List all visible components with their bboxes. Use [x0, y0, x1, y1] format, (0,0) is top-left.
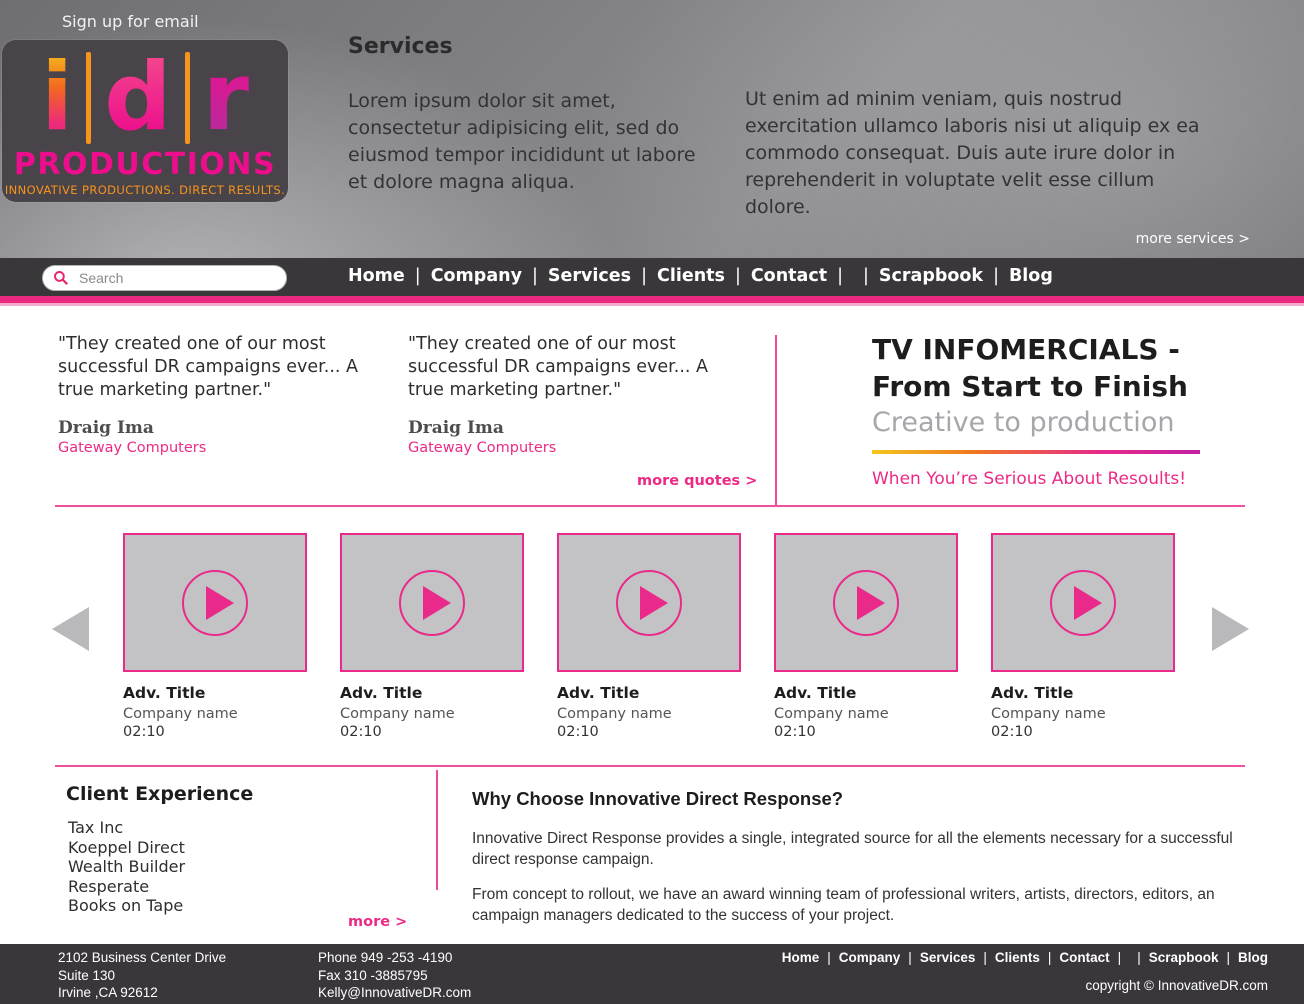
promo-subtitle: Creative to production: [872, 407, 1175, 438]
promo-block: [872, 331, 1204, 489]
video-thumbnail[interactable]: [991, 533, 1175, 672]
video-duration: 02:10: [991, 724, 1033, 740]
video-company: Company name: [991, 706, 1106, 722]
quote-company-link[interactable]: Gateway Computers: [408, 440, 557, 456]
video-title: Adv. Title: [557, 684, 640, 702]
section-divider-horizontal: [55, 505, 1245, 507]
video-duration: 02:10: [340, 724, 382, 740]
video-duration: 02:10: [557, 724, 599, 740]
client-list-item: Books on Tape: [68, 896, 184, 915]
search-box[interactable]: [42, 265, 287, 291]
footer-phone: Phone 949 -253 -4190: [318, 950, 453, 965]
logo-letters: [2, 43, 288, 152]
nav-links: [348, 266, 1053, 286]
more-quotes-link[interactable]: more quotes >: [637, 473, 758, 489]
logo-letter-i: i: [41, 43, 74, 152]
video-title: Adv. Title: [991, 684, 1074, 702]
footer-nav-item-services[interactable]: Services: [919, 950, 976, 965]
footer-nav-item-blog[interactable]: Blog: [1238, 950, 1268, 965]
promo-title-line2: From Start to Finish: [872, 370, 1188, 403]
nav-item-scrapbook[interactable]: Scrapbook: [878, 266, 984, 286]
video-duration: 02:10: [774, 724, 816, 740]
header: [0, 0, 1304, 258]
nav-separator: |: [908, 950, 912, 965]
video-duration: 02:10: [123, 724, 165, 740]
video-company: Company name: [123, 706, 238, 722]
why-choose-paragraph-2: From concept to rollout, we have an award winning team of professional writers, artists, directors, editors, an campaign managers dedicated to the success of your project.: [472, 886, 1215, 924]
services-heading: Services: [348, 34, 453, 59]
video-card[interactable]: [123, 533, 307, 740]
play-icon[interactable]: [399, 570, 465, 636]
client-list-item: Resperate: [68, 876, 150, 896]
logo[interactable]: [2, 40, 288, 202]
video-thumbnail[interactable]: [123, 533, 307, 672]
play-icon[interactable]: [1050, 570, 1116, 636]
quotes-divider-vertical: [775, 335, 777, 507]
nav-separator: |: [863, 266, 869, 286]
quote-text: "They created one of our most successful DR campaigns ever... A true marketing partner.": [58, 334, 358, 400]
address-line: Irvine ,CA 92612: [58, 985, 158, 1000]
nav-item-services[interactable]: Services: [547, 266, 632, 286]
nav-separator: |: [983, 950, 987, 965]
services-paragraph-1: Lorem ipsum dolor sit amet, consectetur adipisicing elit, sed do eiusmod tempor incididunt ut labore et dolore magna aliqua.: [348, 90, 696, 193]
video-carousel: [123, 533, 1175, 740]
nav-separator: |: [827, 950, 831, 965]
quote-author: Draig Ima: [58, 418, 154, 438]
signup-email-link[interactable]: Sign up for email: [62, 12, 199, 31]
quote-text: "They created one of our most successful DR campaigns ever... A true marketing partner.": [408, 334, 708, 400]
video-card[interactable]: [557, 533, 741, 740]
video-title: Adv. Title: [774, 684, 857, 702]
section-divider-horizontal: [55, 765, 1245, 767]
nav-item-home[interactable]: Home: [348, 266, 405, 286]
logo-divider-bar: [86, 52, 91, 144]
video-title: Adv. Title: [340, 684, 423, 702]
quote-company-link[interactable]: Gateway Computers: [58, 440, 207, 456]
video-title: Adv. Title: [123, 684, 206, 702]
nav-separator: |: [1117, 950, 1122, 965]
nav-separator: |: [993, 266, 999, 286]
footer-copyright: copyright © InnovativeDR.com: [1085, 978, 1268, 993]
play-icon[interactable]: [616, 570, 682, 636]
logo-name: PRODUCTIONS: [13, 147, 277, 182]
video-card[interactable]: [340, 533, 524, 740]
nav-separator: |: [641, 266, 647, 286]
promo-tagline: When You’re Serious About Resoults!: [872, 469, 1187, 489]
footer-nav-item-contact[interactable]: Contact: [1059, 950, 1110, 965]
footer-fax: Fax 310 -3885795: [318, 967, 428, 983]
play-icon[interactable]: [182, 570, 248, 636]
video-thumbnail[interactable]: [340, 533, 524, 672]
more-services-link[interactable]: more services >: [1135, 231, 1250, 247]
video-company: Company name: [557, 706, 672, 722]
footer-nav-item-clients[interactable]: Clients: [994, 950, 1040, 965]
lower-divider-vertical: [436, 770, 438, 890]
client-list-item: Koeppel Direct: [68, 837, 185, 857]
footer-address: [58, 949, 226, 1002]
carousel-prev-button[interactable]: [52, 607, 89, 651]
client-list: [68, 818, 185, 916]
footer-email-link[interactable]: Kelly@InnovativeDR.com: [318, 985, 472, 1000]
nav-separator: |: [1137, 950, 1141, 965]
gradient-rule: [872, 450, 1200, 454]
footer-contact: [318, 949, 471, 1002]
client-list-item: Tax Inc: [68, 818, 124, 837]
client-experience-heading: Client Experience: [66, 783, 254, 805]
nav-item-contact[interactable]: Contact: [750, 266, 828, 286]
services-paragraph-2: Ut enim ad minim veniam, quis nostrud exercitation ullamco laboris nisi ut aliquip ex ea commodo consequat. Duis aute irure dolor in reprehenderit in voluptate velit esse cillum dolore.: [745, 88, 1200, 218]
testimonial-quote: [408, 333, 730, 456]
client-list-item: Wealth Builder: [68, 857, 186, 876]
footer-nav-item-home[interactable]: Home: [781, 950, 820, 965]
video-company: Company name: [340, 706, 455, 722]
video-thumbnail[interactable]: [557, 533, 741, 672]
footer-nav: [782, 950, 1268, 965]
video-card[interactable]: [774, 533, 958, 740]
nav-separator: |: [532, 266, 538, 286]
search-icon[interactable]: [53, 270, 69, 286]
footer: [0, 944, 1304, 1004]
nav-item-company[interactable]: Company: [430, 266, 522, 286]
play-icon[interactable]: [833, 570, 899, 636]
nav-item-clients[interactable]: Clients: [656, 266, 725, 286]
logo-letter-r: r: [202, 43, 249, 152]
nav-separator: |: [1047, 950, 1052, 965]
carousel-next-button[interactable]: [1212, 607, 1249, 651]
main-nav: [0, 258, 1304, 296]
logo-letter-d: d: [104, 43, 172, 152]
promo-title-line1: TV INFOMERCIALS -: [872, 333, 1180, 366]
address-line: 2102 Business Center Drive: [58, 950, 227, 965]
quote-author: Draig Ima: [408, 418, 504, 438]
address-line: Suite 130: [58, 967, 116, 983]
nav-accent-bar: [0, 303, 1304, 306]
testimonial-quote: [58, 333, 380, 456]
footer-nav-item-company[interactable]: Company: [838, 950, 901, 965]
nav-separator: |: [1226, 950, 1230, 965]
video-thumbnail[interactable]: [774, 533, 958, 672]
nav-separator: |: [837, 266, 843, 286]
nav-separator: |: [414, 266, 421, 286]
more-clients-link[interactable]: more >: [348, 914, 408, 930]
video-company: Company name: [774, 706, 889, 722]
search-input[interactable]: [77, 269, 261, 287]
logo-divider-bar: [185, 52, 190, 144]
footer-nav-item-scrapbook[interactable]: Scrapbook: [1148, 950, 1219, 965]
nav-separator: |: [734, 266, 741, 286]
why-choose-heading: Why Choose Innovative Direct Response?: [472, 788, 844, 809]
why-choose-paragraph-1: Innovative Direct Response provides a single, integrated source for all the elements necessary for a successful direct response campaign.: [472, 830, 1233, 868]
logo-tagline: INNOVATIVE PRODUCTIONS. DIRECT RESULTS.: [4, 183, 286, 197]
video-card[interactable]: [991, 533, 1175, 740]
nav-item-blog[interactable]: Blog: [1008, 266, 1053, 286]
